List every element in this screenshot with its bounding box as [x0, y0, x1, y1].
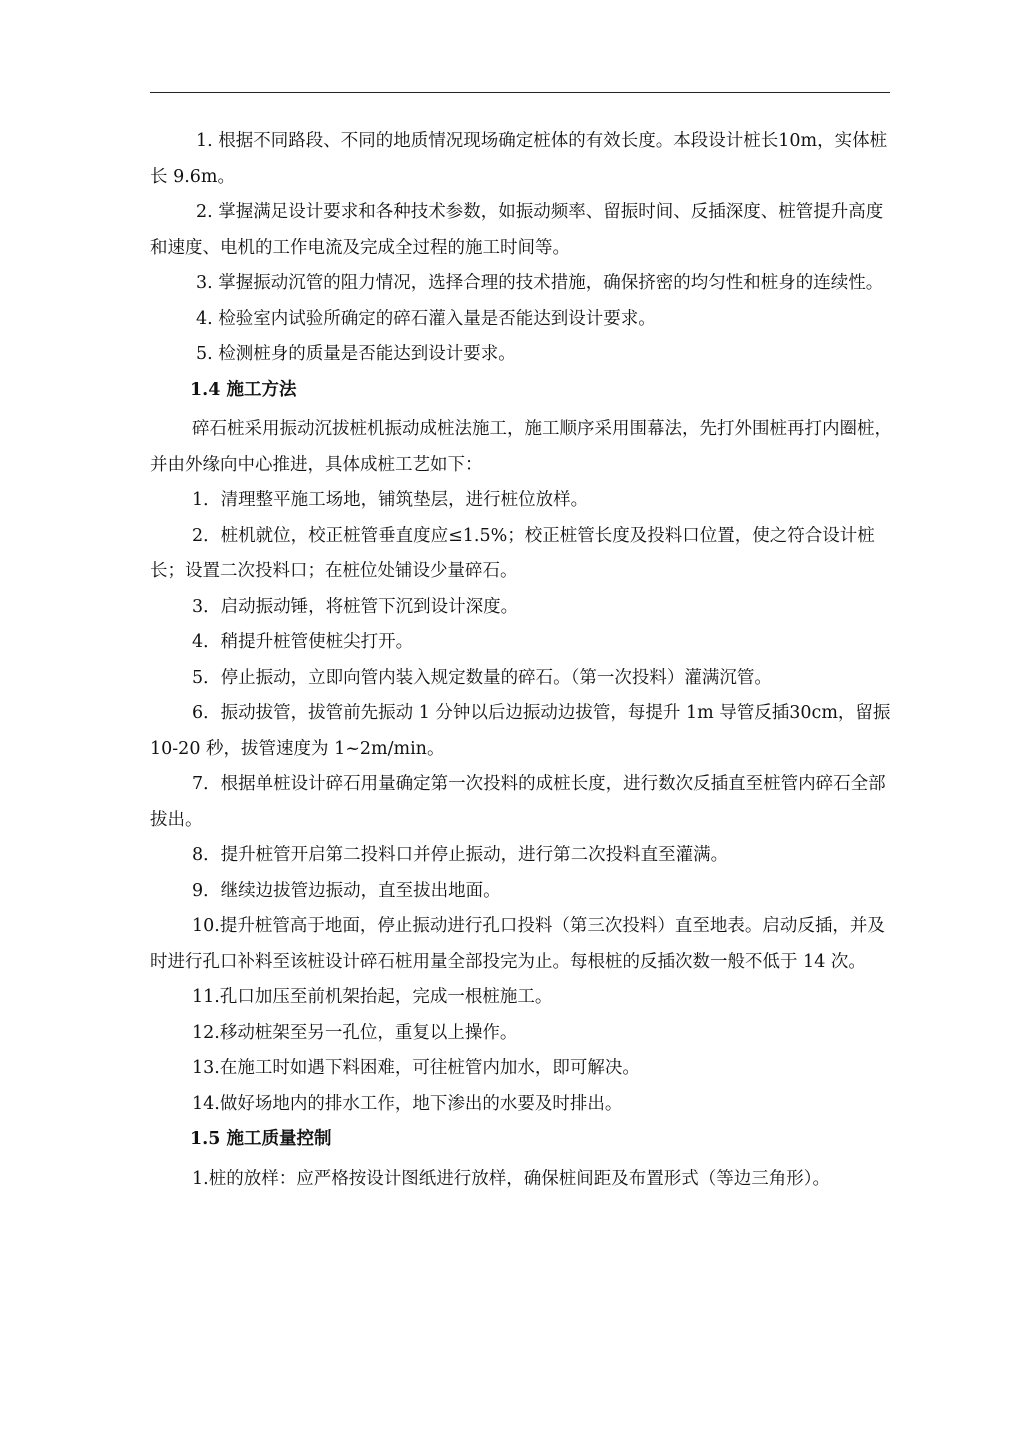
requirement-item-3: 3. 掌握振动沉管的阻力情况，选择合理的技术措施，确保挤密的均匀性和桩身的连续性。 [196, 273, 884, 293]
construction-step: 8．提升桩管开启第二投料口并停止振动，进行第二次投料直至灌满。 [192, 845, 729, 865]
construction-step: 2．桩机就位，校正桩管垂直度应≤1.5%；校正桩管长度及投料口位置，使之符合设计桩长；设置二次投料口；在桩位处铺设少量碎石。 [150, 525, 875, 581]
construction-step: 1．清理整平施工场地，铺筑垫层，进行桩位放样。 [192, 490, 589, 510]
document-body [150, 124, 895, 1197]
quality-item-1: 1.桩的放样：应严格按设计图纸进行放样，确保桩间距及布置形式（等边三角形）。 [192, 1168, 830, 1189]
requirement-item-2: 2. 掌握满足设计要求和各种技术参数，如振动频率、留振时间、反插深度、桩管提升高度和速度、电机的工作电流及完成全过程的施工时间等。 [150, 202, 884, 258]
requirement-item-5: 5. 检测桩身的质量是否能达到设计要求。 [196, 344, 516, 364]
header-rule [150, 92, 890, 93]
construction-step: 10.提升桩管高于地面，停止振动进行孔口投料（第三次投料）直至地表。启动反插，并及时进行孔口补料至该桩设计碎石桩用量全部投完为止。每根桩的反插次数一般不低于 14 次。 [150, 916, 885, 972]
construction-step: 11.孔口加压至前机架抬起，完成一根桩施工。 [192, 987, 553, 1007]
requirement-item-4: 4. 检验室内试验所确定的碎石灌入量是否能达到设计要求。 [196, 308, 656, 329]
section-heading-quality-control: 1.5 施工质量控制 [190, 1129, 332, 1149]
construction-step: 7．根据单桩设计碎石用量确定第一次投料的成桩长度，进行数次反插直至桩管内碎石全部拔出。 [150, 774, 886, 830]
section-heading-construction-method: 1.4 施工方法 [190, 379, 297, 400]
construction-step: 12.移动桩架至另一孔位，重复以上操作。 [192, 1022, 518, 1043]
construction-step: 5．停止振动，立即向管内装入规定数量的碎石。（第一次投料）灌满沉管。 [192, 667, 772, 688]
construction-step: 6．振动拔管，拔管前先振动 1 分钟以后边振动边拔管，每提升 1m 导管反插30cm，留振 10-20 秒，拔管速度为 1~2m/min。 [150, 703, 891, 759]
construction-step: 14.做好场地内的排水工作，地下渗出的水要及时排出。 [192, 1093, 623, 1114]
construction-step: 4．稍提升桩管使桩尖打开。 [192, 632, 414, 652]
construction-intro: 碎石桩采用振动沉拔桩机振动成桩法施工，施工顺序采用围幕法，先打外围桩再打内圈桩，并由外缘向中心推进，具体成桩工艺如下： [150, 419, 892, 475]
construction-step: 13.在施工时如遇下料困难，可往桩管内加水，即可解决。 [192, 1058, 640, 1078]
requirement-item-1: 1. 根据不同路段、不同的地质情况现场确定桩体的有效长度。本段设计桩长10m，实体桩长 9.6m。 [150, 131, 888, 187]
construction-step: 9．继续边拔管边振动，直至拔出地面。 [192, 880, 501, 901]
construction-step: 3．启动振动锤，将桩管下沉到设计深度。 [192, 596, 519, 617]
